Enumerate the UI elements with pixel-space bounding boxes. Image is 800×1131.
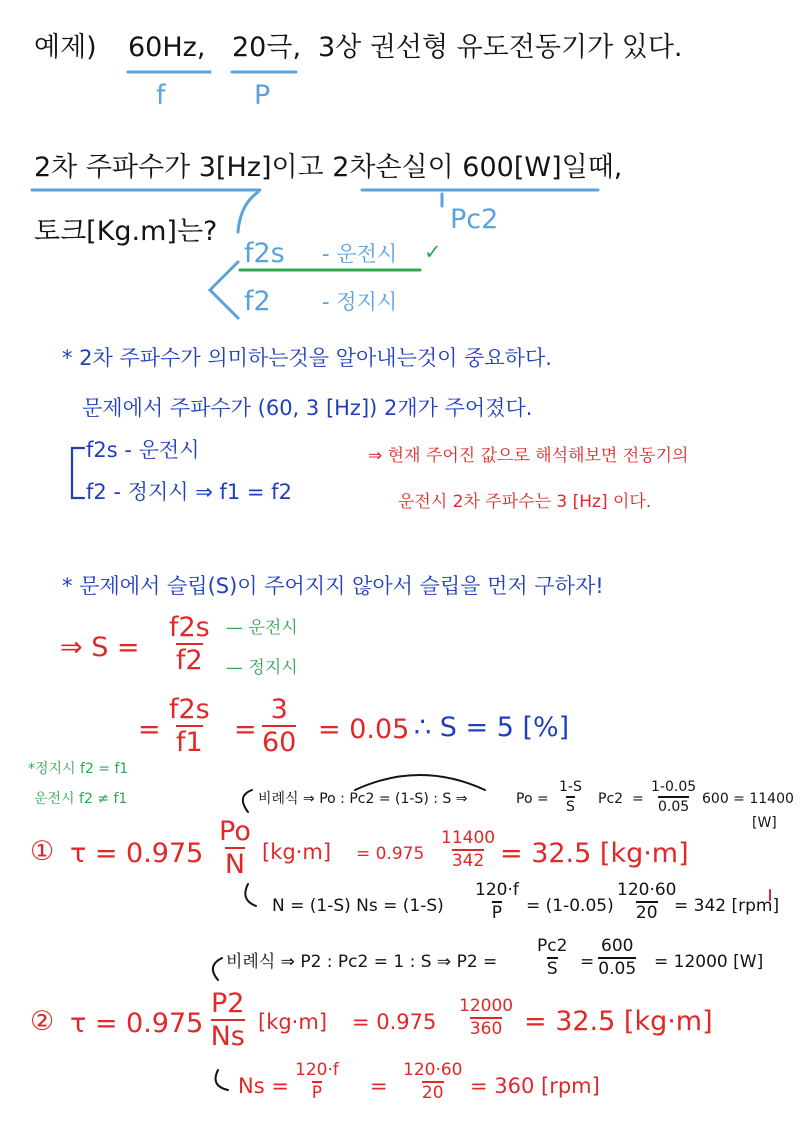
sol2-value-den: 0.05: [598, 959, 637, 979]
slip-fraction-1: [166, 614, 213, 674]
note2-title: * 문제에서 슬립(S)이 주어지지 않아서 슬립을 먼저 구하자!: [62, 574, 604, 598]
note1-f2s: f2s - 운전시: [86, 438, 200, 462]
slip-den: f2: [176, 645, 203, 676]
problem-line-2: 2차 주파수가 3[Hz]이고 2차손실이 600[W]일때,: [34, 152, 623, 183]
sol1-calc-frac: [648, 780, 699, 814]
sol1-eq: =: [632, 791, 644, 807]
sol2-main-den: Ns: [210, 1021, 245, 1052]
side-note-run: 운전시 f2 ≠ f1: [34, 791, 128, 807]
sol2-ratio-num: Pc2: [537, 936, 568, 956]
sol1-value-frac: [438, 830, 498, 870]
sol1-value-den: 342: [451, 851, 485, 871]
sol2-eq2: = 0.975: [352, 1010, 437, 1034]
sol1-po-unit: [W]: [752, 815, 777, 831]
hook-3: [213, 958, 222, 980]
sol1-n-frac1-num: 120·f: [475, 880, 519, 900]
sol1-n-eq: N = (1-S) Ns = (1-S): [272, 896, 444, 916]
slip3-den: 60: [262, 727, 297, 758]
problem-line-3: 토크[Kg.m]는?: [34, 216, 218, 247]
sol2-kgm: [kg·m]: [258, 1010, 328, 1034]
slip-fraction-2: [166, 696, 213, 756]
poles-symbol: P: [254, 80, 271, 111]
sol2-ns-frac1-den: P: [311, 1083, 323, 1103]
sol1-main-den: N: [224, 849, 246, 880]
sol2-ns-frac1-num: 120·f: [295, 1060, 339, 1080]
annot-f2-desc: - 정지시: [322, 290, 398, 314]
sol2-ns-frac2-den: 20: [421, 1083, 444, 1103]
sol2-ns-frac2: [400, 1062, 465, 1102]
sol1-n-frac1-den: P: [491, 903, 503, 923]
slip-stop-label: — 정지시: [226, 658, 298, 678]
sol1-main-num: Po: [219, 816, 251, 847]
sol1-n-result: = 342 [rpm]: [674, 896, 780, 916]
sol2-ratio-note: 비례식 ⇒ P2 : Pc2 = 1 : S ⇒ P2 =: [226, 952, 498, 972]
sol2-value2-frac: [456, 998, 516, 1038]
slip-run-label: — 운전시: [226, 618, 298, 638]
slip-result: ∴ S = 5 [%]: [414, 712, 570, 743]
sol1-eq2: = 0.975: [356, 844, 425, 864]
slip-eq-2: =: [234, 714, 257, 745]
sol2-ns-frac2-num: 120·60: [403, 1060, 463, 1080]
sol2-ns-frac1: [292, 1062, 342, 1102]
sol1-n-frac2-den: 20: [635, 903, 658, 923]
annot-f2: f2: [244, 286, 271, 317]
pc2-symbol: Pc2: [450, 204, 499, 235]
slip-fraction-3: [262, 696, 296, 756]
hook-2: [245, 884, 256, 906]
sol1-n-frac2-num: 120·60: [617, 880, 677, 900]
slip3-num: 3: [270, 694, 288, 725]
sol2-result: = 32.5 [kg·m]: [524, 1006, 713, 1037]
slip-value: = 0.05: [318, 714, 410, 745]
sol2-value-frac: [598, 938, 636, 978]
slip-eq-1: =: [138, 714, 161, 745]
sol2-value2-num: 12000: [459, 996, 514, 1016]
hook-1: [243, 790, 252, 812]
sol2-ratio-frac: [534, 938, 570, 978]
sol2-ns-eq3: =: [370, 1074, 388, 1098]
sol2-tau: τ = 0.975: [70, 1008, 204, 1039]
sol1-pc2: Pc2: [598, 791, 624, 807]
sol1-main-frac: [216, 818, 254, 878]
sol1-n-frac2: [614, 882, 679, 922]
slip2-num: f2s: [169, 694, 210, 725]
problem-label: 예제): [34, 32, 97, 63]
note1-line-1: * 2차 주파수가 의미하는것을 알아내는것이 중요하다.: [62, 346, 552, 370]
note1-red-1: ⇒ 현재 주어진 값으로 해석해보면 전동기의: [368, 446, 689, 466]
sol1-ratio-frac: [556, 780, 585, 814]
note1-f2: f2 - 정지시 ⇒ f1 = f2: [86, 480, 292, 504]
sol1-result: = 32.5 [kg·m]: [500, 838, 689, 869]
sol1-kgm: [kg·m]: [262, 840, 332, 864]
circled-one-icon: ①: [30, 836, 55, 867]
sol2-ns-eq: Ns =: [238, 1074, 289, 1098]
sol1-calc-num: 1-0.05: [651, 779, 697, 795]
sol2-main-frac: [208, 990, 247, 1050]
freq-symbol: f: [156, 80, 166, 111]
note-bracket: [72, 448, 84, 498]
sol1-calc-den: 0.05: [658, 796, 689, 814]
hook-4: [216, 1070, 228, 1090]
sol2-eq: =: [580, 952, 595, 972]
circled-two-icon: ②: [30, 1006, 55, 1037]
problem-freq: 60Hz,: [128, 32, 206, 63]
sol1-ratio-num: 1-S: [559, 779, 582, 795]
ratio-arc: [355, 775, 485, 790]
sol1-value-num: 11400: [441, 828, 496, 848]
bracket-angle: [210, 262, 238, 318]
sol2-value2-den: 360: [469, 1019, 503, 1039]
sol1-ratio-den: S: [566, 796, 575, 814]
check-icon: ✓: [424, 240, 442, 264]
sol2-p2-result: = 12000 [W]: [654, 952, 764, 972]
sol2-ns-result: = 360 [rpm]: [470, 1074, 600, 1098]
sol2-value-num: 600: [601, 936, 634, 956]
annot-f2s: f2s: [244, 238, 285, 269]
problem-rest: 3상 권선형 유도전동기가 있다.: [318, 32, 683, 63]
slip-num: f2s: [169, 612, 210, 643]
note1-red-2: 운전시 2차 주파수는 3 [Hz] 이다.: [398, 492, 652, 512]
sol1-po-value: 600 = 11400: [702, 791, 794, 807]
slip-arrow: ⇒ S =: [60, 632, 140, 663]
sol1-n-frac1: [472, 882, 522, 922]
annot-f2s-desc: - 운전시: [322, 242, 398, 266]
note1-line-2: 문제에서 주파수가 (60, 3 [Hz]) 2개가 주어졌다.: [82, 396, 533, 420]
sol1-n-eq2: = (1-0.05): [526, 896, 614, 916]
sol1-tau: τ = 0.975: [70, 838, 204, 869]
problem-poles: 20극,: [232, 32, 302, 63]
sol2-main-num: P2: [211, 988, 245, 1019]
sol2-ratio-den: S: [546, 959, 558, 979]
sol1-ratio-note: 비례식 ⇒ Po : Pc2 = (1-S) : S ⇒: [258, 791, 468, 807]
side-note-stop: *정지시 f2 = f1: [28, 761, 129, 777]
sol1-po-eq: Po =: [516, 791, 549, 807]
bracket-hook: [238, 192, 258, 232]
slip2-den: f1: [176, 727, 203, 758]
